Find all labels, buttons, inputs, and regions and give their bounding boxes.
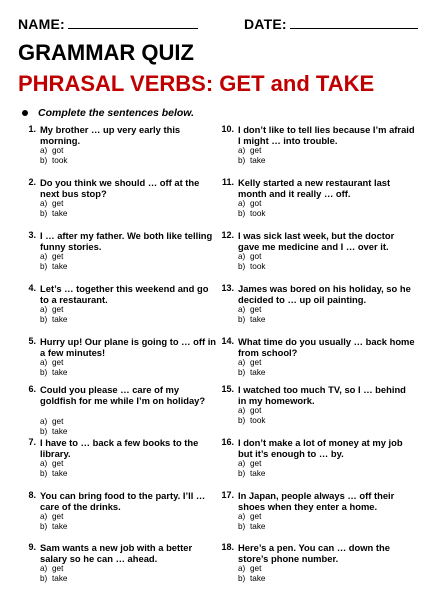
option-b[interactable] (40, 574, 67, 584)
option-word: took (250, 209, 266, 218)
option-word: get (250, 459, 262, 468)
option-letter: b) (238, 574, 246, 583)
answer-options (238, 199, 265, 219)
option-letter: b) (40, 522, 48, 531)
option-word: get (52, 199, 64, 208)
option-b[interactable] (238, 574, 265, 584)
question-number: 2. (28, 177, 36, 187)
question-number: 16. (221, 437, 234, 447)
option-word: got (250, 199, 262, 208)
option-a[interactable] (238, 146, 265, 156)
option-word: got (250, 406, 262, 415)
option-a[interactable] (238, 564, 265, 574)
option-b[interactable] (238, 156, 265, 166)
question-text: My brother … up very early this morning. (40, 124, 181, 146)
answer-options (40, 252, 67, 272)
option-letter: a) (238, 358, 246, 367)
option-letter: b) (40, 156, 48, 165)
option-a[interactable] (40, 252, 67, 262)
question-text: Kelly started a new restaurant last month and it really … off. (238, 177, 391, 199)
answer-options (238, 512, 265, 532)
option-letter: a) (40, 305, 48, 314)
name-field (18, 16, 198, 32)
quiz-title: GRAMMAR QUIZ (18, 40, 194, 65)
option-word: took (250, 416, 266, 425)
option-letter: a) (238, 305, 246, 314)
question-number: 18. (221, 542, 234, 552)
question-text: I don’t like to tell lies because I’m afraid I might … into trouble. (238, 124, 415, 146)
option-letter: a) (238, 512, 246, 521)
option-letter: b) (238, 262, 246, 271)
answer-options (238, 459, 265, 479)
name-blank-line[interactable] (68, 16, 198, 29)
question-text: Hurry up! Our plane is going to … off in a few minutes! (40, 336, 217, 358)
option-letter: a) (238, 406, 246, 415)
option-letter: b) (40, 427, 48, 436)
question-number: 5. (28, 336, 36, 346)
option-b[interactable] (40, 262, 67, 272)
option-word: take (52, 368, 68, 377)
question-number: 1. (28, 124, 36, 134)
quiz-subtitle (18, 71, 374, 97)
option-b[interactable] (40, 522, 67, 532)
option-b[interactable] (40, 427, 67, 437)
option-b[interactable] (238, 209, 265, 219)
name-label: NAME: (18, 16, 65, 32)
option-word: get (52, 305, 64, 314)
option-word: take (250, 315, 266, 324)
option-a[interactable] (40, 459, 67, 469)
option-word: got (52, 146, 64, 155)
question-number: 17. (221, 490, 234, 500)
option-a[interactable] (238, 406, 265, 416)
option-a[interactable] (238, 358, 265, 368)
header (18, 16, 419, 34)
option-letter: b) (40, 315, 48, 324)
option-a[interactable] (238, 199, 265, 209)
option-letter: b) (238, 416, 246, 425)
question-number: 14. (221, 336, 234, 346)
option-a[interactable] (40, 358, 67, 368)
question-number: 7. (28, 437, 36, 447)
answer-options (40, 564, 67, 584)
option-word: get (250, 146, 262, 155)
answer-options (40, 459, 67, 479)
question-text: I have to … back a few books to the library. (40, 437, 199, 459)
option-letter: b) (238, 368, 246, 377)
date-blank-line[interactable] (290, 16, 418, 29)
question-text: Could you please … care of my goldfish for me while I’m on holiday? (40, 384, 206, 406)
option-b[interactable] (40, 469, 67, 479)
option-b[interactable] (40, 209, 67, 219)
option-word: take (52, 522, 68, 531)
question-text: Sam wants a new job with a better salary so he can … ahead. (40, 542, 193, 564)
option-word: take (250, 522, 266, 531)
option-word: got (250, 252, 262, 261)
answer-options (238, 305, 265, 325)
answer-options (40, 146, 67, 166)
option-letter: a) (238, 199, 246, 208)
option-word: get (250, 512, 262, 521)
option-b[interactable] (238, 315, 265, 325)
question-text: Do you think we should … off at the next bus stop? (40, 177, 200, 199)
question-text: What time do you usually … back home from school? (238, 336, 415, 358)
option-word: get (52, 417, 64, 426)
option-word: take (52, 209, 68, 218)
option-letter: a) (40, 459, 48, 468)
option-word: get (250, 358, 262, 367)
subtitle-prefix: PHRASAL VERBS: GET (18, 71, 265, 96)
question-text: I don’t make a lot of money at my job but it’s enough to … by. (238, 437, 403, 459)
question-text: I … after my father. We both like telling funny stories. (40, 230, 213, 252)
question-text: Let’s … together this weekend and go to a restaurant. (40, 283, 209, 305)
answer-options (40, 512, 67, 532)
option-letter: b) (40, 368, 48, 377)
option-word: take (52, 574, 68, 583)
answer-options (238, 358, 265, 378)
question-number: 9. (28, 542, 36, 552)
answer-options (238, 146, 265, 166)
option-b[interactable] (40, 156, 67, 166)
answer-options (40, 199, 67, 219)
question-text: I was sick last week, but the doctor gave me medicine and I … over it. (238, 230, 395, 252)
option-word: took (250, 262, 266, 271)
option-word: get (250, 305, 262, 314)
option-word: take (52, 469, 68, 478)
subtitle-suffix: TAKE (315, 71, 375, 96)
option-letter: b) (238, 469, 246, 478)
option-letter: b) (238, 156, 246, 165)
question-number: 12. (221, 230, 234, 240)
answer-options (40, 358, 67, 378)
option-a[interactable] (40, 305, 67, 315)
date-label: DATE: (244, 16, 287, 32)
option-b[interactable] (238, 368, 265, 378)
option-letter: b) (40, 262, 48, 271)
option-word: take (52, 315, 68, 324)
option-b[interactable] (238, 416, 265, 426)
option-letter: a) (40, 564, 48, 573)
option-a[interactable] (40, 417, 67, 427)
option-letter: b) (238, 315, 246, 324)
answer-options (40, 305, 67, 325)
option-word: take (52, 427, 68, 436)
question-text: In Japan, people always … off their shoes when they enter a home. (238, 490, 395, 512)
question-text: I watched too much TV, so I … behind in my homework. (238, 384, 406, 406)
option-word: take (250, 368, 266, 377)
option-a[interactable] (238, 252, 265, 262)
option-b[interactable] (238, 522, 265, 532)
option-a[interactable] (40, 199, 67, 209)
bullet-icon (22, 110, 28, 116)
question-number: 6. (28, 384, 36, 394)
option-word: get (52, 564, 64, 573)
option-word: take (52, 262, 68, 271)
option-letter: b) (40, 209, 48, 218)
option-letter: a) (40, 417, 48, 426)
date-field (244, 16, 418, 32)
question-number: 13. (221, 283, 234, 293)
option-letter: a) (40, 199, 48, 208)
option-word: took (52, 156, 68, 165)
answer-options (238, 252, 265, 272)
option-a[interactable] (238, 459, 265, 469)
option-a[interactable] (238, 512, 265, 522)
option-letter: a) (40, 252, 48, 261)
option-b[interactable] (40, 315, 67, 325)
question-number: 4. (28, 283, 36, 293)
option-a[interactable] (238, 305, 265, 315)
option-word: get (52, 459, 64, 468)
question-text: You can bring food to the party. I’ll … care of the drinks. (40, 490, 206, 512)
option-word: get (52, 512, 64, 521)
option-letter: a) (238, 146, 246, 155)
answer-options (238, 406, 265, 426)
option-word: get (250, 564, 262, 573)
option-letter: a) (40, 146, 48, 155)
subtitle-and: and (270, 71, 310, 96)
question-number: 10. (221, 124, 234, 134)
option-a[interactable] (40, 146, 67, 156)
option-letter: a) (238, 564, 246, 573)
option-letter: b) (238, 209, 246, 218)
option-letter: a) (40, 358, 48, 367)
option-word: get (52, 252, 64, 261)
question-text: James was bored on his holiday, so he decided to … up oil painting. (238, 283, 411, 305)
option-a[interactable] (40, 564, 67, 574)
option-b[interactable] (238, 262, 265, 272)
option-word: take (250, 574, 266, 583)
option-word: take (250, 156, 266, 165)
question-number: 15. (221, 384, 234, 394)
option-letter: b) (238, 522, 246, 531)
option-letter: b) (40, 469, 48, 478)
option-letter: a) (238, 252, 246, 261)
option-b[interactable] (40, 368, 67, 378)
option-b[interactable] (238, 469, 265, 479)
option-word: take (250, 469, 266, 478)
option-a[interactable] (40, 512, 67, 522)
question-number: 3. (28, 230, 36, 240)
option-word: get (52, 358, 64, 367)
question-number: 11. (221, 177, 234, 187)
option-letter: a) (40, 512, 48, 521)
question-number: 8. (28, 490, 36, 500)
answer-options (40, 417, 67, 437)
question-text: Here’s a pen. You can … down the store’s phone number. (238, 542, 390, 564)
option-letter: a) (238, 459, 246, 468)
option-letter: b) (40, 574, 48, 583)
answer-options (238, 564, 265, 584)
instruction: Complete the sentences below. (38, 107, 194, 119)
